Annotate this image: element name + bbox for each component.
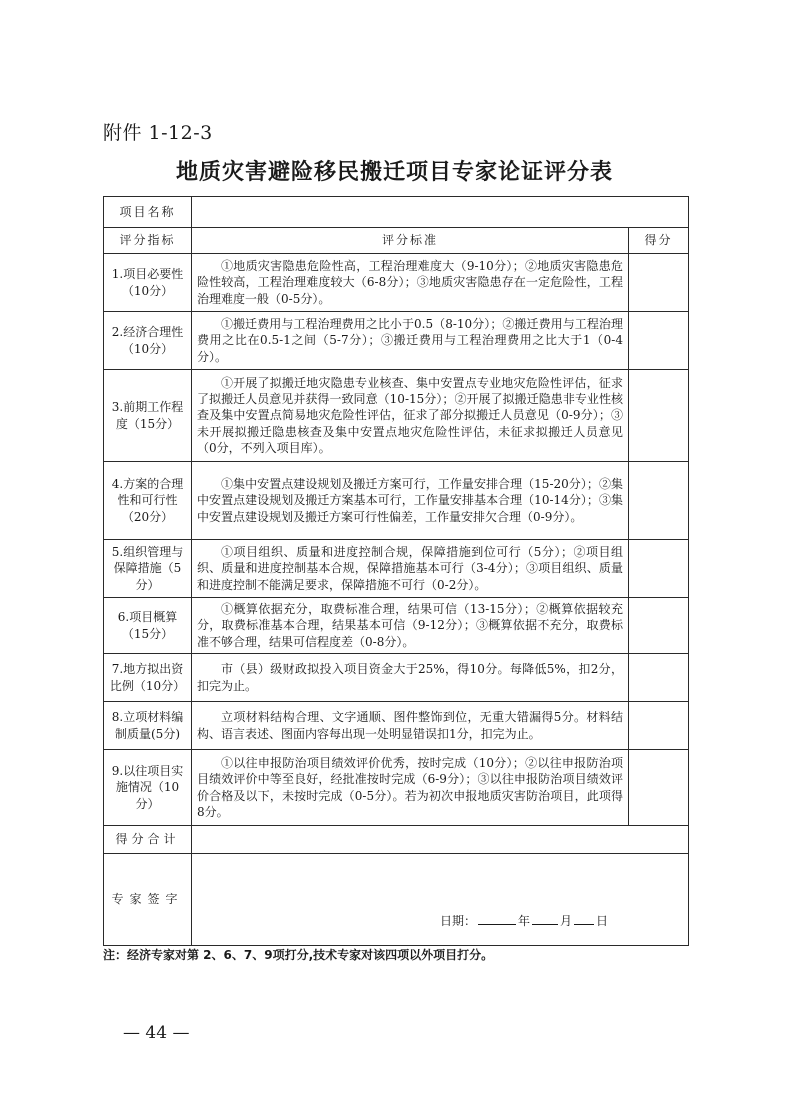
- row-score-field[interactable]: [629, 702, 689, 750]
- row-criteria: ①搬迁费用与工程治理费用之比小于0.5（8-10分）；②搬迁费用与工程治理费用之比在0.5-1之间（5-7分）；③搬迁费用与工程治理费用之比大于1（0-4分）。: [192, 312, 629, 370]
- date-prefix: 日期：: [439, 913, 476, 928]
- row-criteria: ①开展了拟搬迁地灾隐患专业核查、集中安置点专业地灾危险性评估，征求了拟搬迁人员意见并获得一致同意（10-15分）；②开展了拟搬迁隐患非专业性核查及集中安置点简易地灾危险性评估，征求了部分拟搬迁人员意见（0-9分）；③未开展拟搬迁隐患核查及集中安置点地灾危险性评估，未征求拟搬迁人员意见（0分，不列入项目库）。: [192, 370, 629, 462]
- table-row: [104, 702, 689, 750]
- row-indicator: 4.方案的合理性和可行性（20分）: [104, 462, 192, 540]
- row-indicator: 6.项目概算（15分）: [104, 598, 192, 654]
- total-row: [104, 826, 689, 854]
- header-criteria: 评分标准: [192, 228, 629, 254]
- row-indicator: 1.项目必要性（10分）: [104, 254, 192, 312]
- signature-field[interactable]: [192, 854, 689, 946]
- table-row: [104, 654, 689, 702]
- row-indicator: 7.地方拟出资比例（10分）: [104, 654, 192, 702]
- table-row: [104, 598, 689, 654]
- signature-row: [104, 854, 689, 946]
- page-number: — 44 —: [123, 1023, 190, 1043]
- attachment-label: 附件 1-12-3: [103, 122, 213, 144]
- date-month-label: 月: [559, 913, 572, 928]
- row-score-field[interactable]: [629, 654, 689, 702]
- row-criteria: ①以往申报防治项目绩效评价优秀，按时完成（10分）；②以往申报防治项目绩效评价中等至良好，经批准按时完成（6-9分）；③以往申报防治项目绩效评价合格及以下，未按时完成（0-5分）。若为初次申报地质灾害防治项目，此项得8分。: [192, 750, 629, 826]
- row-criteria: ①集中安置点建设规划及搬迁方案可行，工作量安排合理（15-20分）；②集中安置点建设规划及搬迁方案基本可行，工作量安排基本合理（10-14分）；③集中安置点建设规划及搬迁方案可行性偏差，工作量安排欠合理（0-9分）。: [192, 462, 629, 540]
- table-row: [104, 750, 689, 826]
- row-score-field[interactable]: [629, 750, 689, 826]
- project-name-row: [104, 197, 689, 228]
- month-blank[interactable]: [532, 923, 558, 925]
- project-name-label: 项目名称: [104, 197, 192, 228]
- header-row: [104, 228, 689, 254]
- row-criteria: ①地质灾害隐患危险性高，工程治理难度大（9-10分）；②地质灾害隐患危险性较高，工程治理难度较大（6-8分）；③地质灾害隐患存在一定危险性，工程治理难度一般（0-5分）。: [192, 254, 629, 312]
- scoring-table: [103, 196, 689, 946]
- form-title: 地质灾害避险移民搬迁项目专家论证评分表: [175, 160, 613, 185]
- header-score: 得分: [629, 228, 689, 254]
- row-criteria: ①项目组织、质量和进度控制合规，保障措施到位可行（5分）；②项目组织、质量和进度控制基本合规，保障措施基本可行（3-4分）；③项目组织、质量和进度控制不能满足要求，保障措施不可行（0-2分）。: [192, 540, 629, 598]
- row-score-field[interactable]: [629, 254, 689, 312]
- row-criteria: 市（县）级财政拟投入项目资金大于25%，得10分。每降低5%，扣2分，扣完为止。: [192, 654, 629, 702]
- table-row: [104, 254, 689, 312]
- table-row: [104, 370, 689, 462]
- table-row: [104, 462, 689, 540]
- row-score-field[interactable]: [629, 540, 689, 598]
- project-name-field[interactable]: [192, 197, 689, 228]
- date-year-label: 年: [517, 913, 530, 928]
- table-row: [104, 540, 689, 598]
- date-day-label: 日: [595, 913, 608, 928]
- row-indicator: 2.经济合理性（10分）: [104, 312, 192, 370]
- total-field[interactable]: [192, 826, 689, 854]
- signature-label: 专家签字: [104, 854, 192, 946]
- row-score-field[interactable]: [629, 370, 689, 462]
- footnote: 注：经济专家对第 2、6、7、9项打分,技术专家对该四项以外项目打分。: [103, 948, 494, 962]
- header-indicator: 评分指标: [104, 228, 192, 254]
- row-indicator: 9.以往项目实施情况（10分）: [104, 750, 192, 826]
- row-indicator: 3.前期工作程度（15分）: [104, 370, 192, 462]
- year-blank[interactable]: [478, 923, 516, 925]
- row-criteria: ①概算依据充分，取费标准合理，结果可信（13-15分）；②概算依据较充分，取费标准基本合理，结果基本可信（9-12分）；③概算依据不充分，取费标准不够合理，结果可信程度差（0-8分）。: [192, 598, 629, 654]
- row-indicator: 5.组织管理与保障措施（5分）: [104, 540, 192, 598]
- row-score-field[interactable]: [629, 598, 689, 654]
- day-blank[interactable]: [574, 923, 594, 925]
- date-line: [440, 913, 608, 929]
- table-row: [104, 312, 689, 370]
- total-label: 得分合计: [104, 826, 192, 854]
- row-score-field[interactable]: [629, 312, 689, 370]
- row-indicator: 8.立项材料编制质量(5分): [104, 702, 192, 750]
- row-criteria: 立项材料结构合理、文字通顺、图件整饰到位，无重大错漏得5分。材料结构、语言表述、图面内容每出现一处明显错误扣1分，扣完为止。: [192, 702, 629, 750]
- row-score-field[interactable]: [629, 462, 689, 540]
